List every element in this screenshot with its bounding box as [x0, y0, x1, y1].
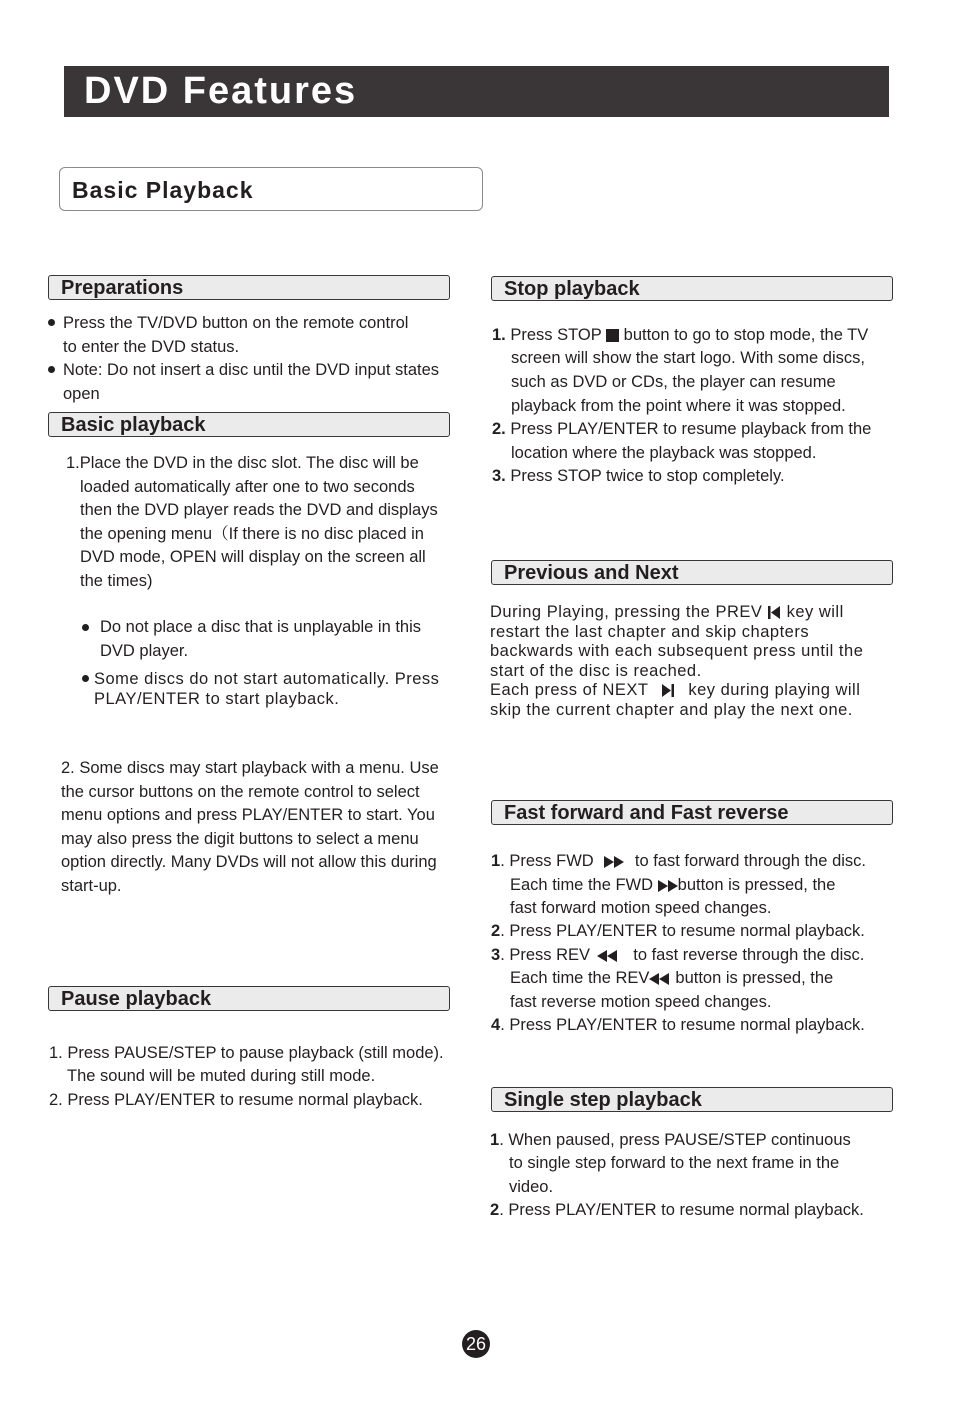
prep-bullet2-line1 [63, 359, 439, 383]
section-title: Pause playback [61, 988, 212, 1010]
stop-item1-line3: such as DVD or CDs, the player can resume [511, 373, 836, 391]
basic-bullet2-line1: Some discs do not start automatically. Press [94, 670, 440, 688]
step-item2 [490, 1199, 864, 1223]
section-title: Stop playback [504, 278, 640, 300]
basic-p2-line1: 2. Some discs may start playback with a menu. Use [61, 759, 439, 777]
ff-item1-line2 [510, 874, 835, 898]
fast-reverse-icon [597, 950, 617, 962]
note-lead: Note [63, 361, 98, 379]
ff-item3-line1 [491, 944, 864, 968]
prep-bullet1-line1: Press the TV/DVD button on the remote control [63, 314, 409, 332]
item-number: 2 [491, 922, 501, 940]
bullet-icon [48, 319, 55, 326]
prevnext-line5 [490, 681, 860, 701]
basic-p2-line4: may also press the digit buttons to select a menu [61, 829, 419, 848]
item-number: 3 [491, 946, 501, 964]
ff-item2-text: . Press PLAY/ENTER to resume normal playback. [500, 922, 865, 940]
prep-bullet1-line2: to enter the DVD status. [63, 338, 240, 356]
prevnext-line6: skip the current chapter and play the next one. [490, 700, 853, 719]
stop-item1-line1 [492, 324, 868, 348]
ff-item1-line3: fast forward motion speed changes. [510, 899, 772, 917]
prevnext-line3: backwards with each subsequent press until the [490, 642, 864, 660]
ff-item4 [491, 1014, 865, 1038]
step-item1-line3: video. [509, 1178, 554, 1196]
section-title: Basic playback [61, 414, 206, 436]
stop-item2-line2: location where the playback was stopped. [511, 444, 817, 462]
basic-p2-line6: start-up. [61, 876, 122, 895]
prevnext-text-b: key will [786, 603, 844, 621]
note-text: : Do not insert a disc until the DVD input states [97, 361, 440, 379]
pause-line2: The sound will be muted during still mode. [67, 1067, 376, 1085]
section-single-step [491, 1087, 893, 1112]
ff-item3-line3: fast reverse motion speed changes. [510, 993, 772, 1011]
basic-p1-line6: the times) [80, 571, 153, 590]
prev-icon [767, 606, 781, 619]
item-number: 2 [490, 1201, 500, 1219]
step-item1-line2: to single step forward to the next frame in the [509, 1154, 840, 1172]
section-title: Preparations [61, 277, 184, 299]
section-stop-playback [491, 276, 893, 301]
pause-line3: 2. Press PLAY/ENTER to resume normal playback. [49, 1091, 423, 1109]
ff-item1-line1 [491, 850, 866, 874]
stop-icon [606, 329, 619, 342]
stop-item1-text-a: Press STOP [510, 326, 602, 344]
subheader-title: Basic Playback [72, 177, 254, 203]
prevnext-line1 [490, 603, 844, 623]
basic-p2-line3: menu options and press PLAY/ENTER to start. You [61, 806, 435, 824]
item-number: 1 [490, 1131, 500, 1149]
stop-item2-text: Press PLAY/ENTER to resume playback from the [510, 420, 872, 438]
next-icon [661, 684, 675, 697]
fast-reverse-icon [649, 973, 669, 985]
basic-p1-line4: the opening menu（If there is no disc placed in [80, 524, 424, 543]
ff-item3-text-c: Each time the REV [510, 969, 650, 987]
stop-item3 [492, 465, 785, 489]
stop-item2-line1 [492, 418, 871, 442]
subheader-box [59, 167, 483, 211]
prevnext-line4: start of the disc is reached. [490, 661, 702, 680]
item-number: 1. [492, 326, 506, 344]
ff-item3-text-b: to fast reverse through the disc. [633, 946, 865, 964]
stop-item1-text-b: button to go to stop mode, the TV [623, 326, 869, 344]
item-number: 1 [491, 852, 501, 870]
prep-bullet2-line2: open [63, 385, 100, 403]
bullet-icon [82, 624, 89, 631]
section-preparations [48, 275, 450, 300]
prevnext-text-c: Each press of NEXT [490, 681, 649, 699]
step-item1-text: . When paused, press PAUSE/STEP continuous [499, 1131, 851, 1149]
basic-p2-line5: option directly. Many DVDs will not allow this during [61, 853, 437, 871]
ff-item1-text-b: to fast forward through the disc. [634, 852, 866, 870]
section-basic-playback [48, 412, 450, 437]
basic-p1-line1: 1.Place the DVD in the disc slot. The disc will be [66, 454, 419, 472]
basic-bullet1-line1: Do not place a disc that is unplayable in this [100, 618, 422, 636]
basic-p1-line5: DVD mode, OPEN will display on the screen all [80, 548, 426, 566]
stop-item1-line4: playback from the point where it was stopped. [511, 397, 846, 415]
section-previous-next [491, 560, 893, 585]
bullet-icon [82, 675, 89, 682]
basic-p2-line2: the cursor buttons on the remote control to select [61, 782, 420, 801]
step-item1-line1 [490, 1129, 851, 1153]
fast-forward-icon [658, 880, 678, 892]
section-pause-playback [48, 986, 450, 1011]
page-number: 26 [462, 1330, 490, 1358]
basic-p1-line2: loaded automatically after one to two seconds [80, 477, 415, 496]
section-fast-forward-reverse [491, 800, 893, 825]
basic-bullet1-line2: DVD player. [100, 642, 189, 660]
ff-item1-text-d: button is pressed, the [677, 876, 836, 894]
ff-item1-text-a: . Press FWD [500, 852, 594, 870]
fast-forward-icon [604, 856, 624, 868]
basic-bullet2-line2: PLAY/ENTER to start playback. [94, 689, 340, 708]
section-title: Fast forward and Fast reverse [504, 802, 789, 824]
ff-item3-text-d: button is pressed, the [675, 969, 834, 987]
pause-line1: 1. Press PAUSE/STEP to pause playback (still mode). [49, 1044, 444, 1062]
ff-item2 [491, 920, 865, 944]
section-title: Previous and Next [504, 562, 679, 584]
prevnext-text-a: During Playing, pressing the PREV [490, 603, 763, 621]
ff-item1-text-c: Each time the FWD [510, 876, 654, 894]
basic-p1-line3: then the DVD player reads the DVD and displays [80, 501, 438, 519]
bullet-icon [48, 366, 55, 373]
item-number: 2. [492, 420, 506, 438]
item-number: 3. [492, 467, 506, 485]
stop-item1-line2: screen will show the start logo. With some discs, [511, 349, 865, 367]
ff-item3-text-a: . Press REV [500, 946, 591, 964]
section-title: Single step playback [504, 1089, 702, 1111]
stop-item3-text: Press STOP twice to stop completely. [510, 467, 785, 485]
header-banner [64, 66, 889, 117]
prevnext-line2: restart the last chapter and skip chapters [490, 622, 810, 641]
ff-item3-line2 [510, 967, 833, 991]
ff-item4-text: . Press PLAY/ENTER to resume normal playback. [500, 1016, 865, 1034]
page-title: DVD Features [84, 70, 358, 112]
prevnext-text-d: key during playing will [688, 681, 861, 699]
step-item2-text: . Press PLAY/ENTER to resume normal playback. [499, 1201, 864, 1219]
item-number: 4 [491, 1016, 501, 1034]
